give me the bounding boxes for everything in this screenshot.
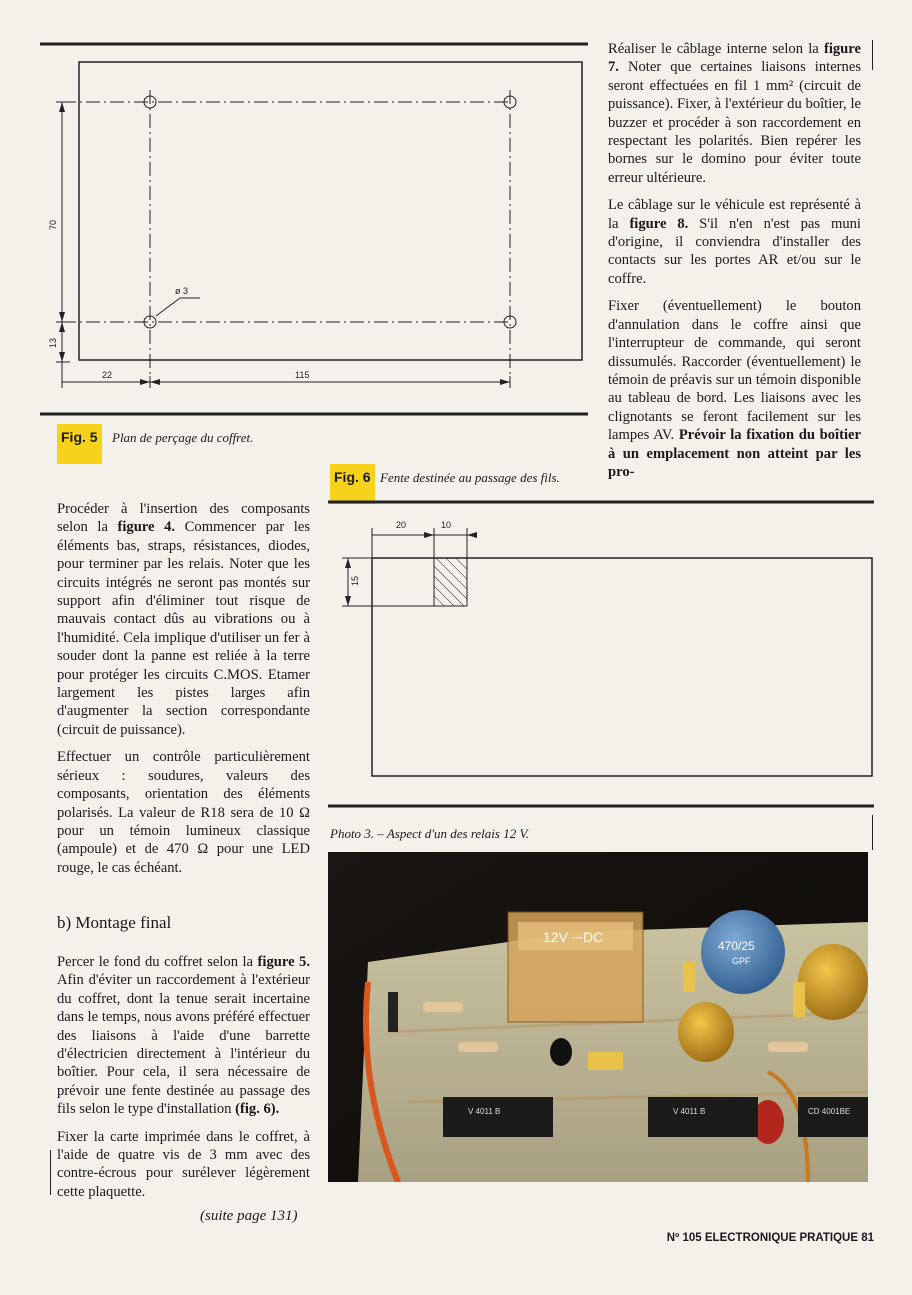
fig5-label: Fig. 5 [57,424,102,464]
section-heading: b) Montage final [57,913,172,932]
fig5-caption: Plan de perçage du coffret. [112,430,254,445]
fig5-dim-22: 22 [102,370,113,380]
fig6-label: Fig. 6 [330,464,375,504]
svg-text:V 4011 B: V 4011 B [673,1107,706,1116]
photo3-caption: Photo 3. – Aspect d'un des relais 12 V. [330,826,529,841]
left-column-rule [50,1150,51,1195]
left-column-text-2: Percer le fond du coffret selon la figure 5. Afin d'éviter un raccordement à l'extérieur du coffret, dont la tenue serait incertaine dans le temps, nous avons préféré effectuer des liaisons à l'aide d'une barrette d'électricien directement à l'intérieur du boîtier. Pour cela, il sera nécessaire de prévoir une fente destinée au passage des fils selon le type d'installation (fig. 6). Fixer la carte imprimée dans le coffret, à l'aide de quatre vis de 3 mm avec des contre-écrous pour surélever légèrement cette plaquette. [57,954,310,1200]
photo-rule [872,815,873,850]
cap-brand: GPF [732,956,751,966]
photo3-image [328,852,868,1182]
fig6-dim-15: 15 [350,575,360,586]
relay-text: 12V ⎓DC [543,929,604,945]
fig6-dim-10: 10 [441,520,452,530]
ic-3 [798,1097,868,1137]
relay [508,912,643,1022]
page-footer: Nº 105 ELECTRONIQUE PRATIQUE 81 [666,1232,874,1244]
svg-text:CD 4001BE: CD 4001BE [808,1107,851,1116]
fig5-drawing [40,40,588,418]
fig5-dim-115: 115 [295,370,310,380]
fig5-dim-70: 70 [48,219,58,230]
fig5-dim-13: 13 [48,337,58,348]
fig6-caption: Fente destinée au passage des fils. [380,470,560,485]
left-column-text: Procéder à l'insertion des composants selon la figure 4. Commencer par les éléments bas, straps, résistances, diodes, pour terminer par les relais. Noter que les circuits intégrés ne seront pas montés sur support afin d'éliminer tout risque de mauvais contact dûs au vibrations ou à l'humidité. Cela implique d'utiliser un fer à souder dont la panne est reliée à la terre pour protéger les circuits C.MOS. Etamer largement les pistes larges afin d'augmenter la section correspondante (circuit de puissance). Effectuer un contrôle particulièrement sérieux : soudures, valeurs des composants, orientation des éléments polarisés. La valeur de R18 sera de 10 Ω pour un témoin lumineux classique (ampoule) et de 470 Ω pour une LED rouge, le cas échéant. [57,501,310,876]
ic-1 [443,1097,553,1137]
svg-text:V 4011 B: V 4011 B [468,1107,501,1116]
right-column-text: Réaliser le câblage interne selon la figure 7. Noter que certaines liaisons internes seront effectuées en fil 1 mm² (circuit de puissance). Fixer, à l'extérieur du boîtier, le buzzer et procéder à son raccordement en respectant les polarités. Bien repérer les bornes sur le domino pour éviter toute erreur ultérieure. Le câblage sur le véhicule est représenté à la figure 8. S'il n'en n'est pas muni d'origine, il conviendra d'installer des contacts sur les portes AR et/ou sur le coffre. Fixer (éventuellement) le bouton d'annulation dans le coffre ainsi que l'interrupteur de commande, qui seront dissumulés. Raccorder (éventuellement) le témoin de préavis sur un témoin disponible au tableau de bord. Les liaisons avec les clignotants se feront facilement sur les lampes AV. Prévoir la fixation du boîtier à un emplacement non atteint par les pro- [608,41,861,480]
fig6-dim-20: 20 [396,520,407,530]
ic-2 [648,1097,758,1137]
right-column-rule [872,40,873,70]
capacitor-blue [701,910,785,994]
suite-note: (suite page 131) [200,1208,298,1224]
fig5-dim-hole: ø 3 [175,286,189,296]
cap-value: 470/25 [718,939,755,953]
fig6-drawing [328,500,874,810]
